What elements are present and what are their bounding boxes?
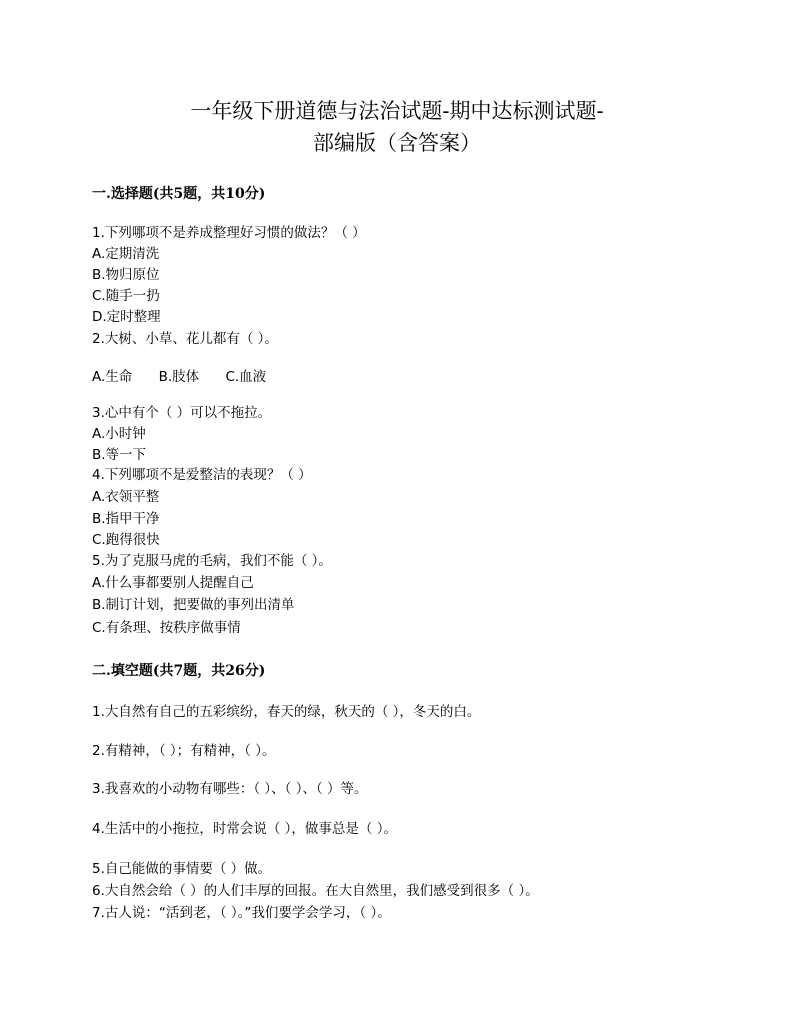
fill-question-2: 2.有精神，（ ）；有精神，（ ）。 [92,743,276,759]
question-4-option-c: C.跑得很快 [92,532,160,548]
fill-question-3: 3.我喜欢的小动物有哪些：（ ）、（ ）、（ ）等。 [92,781,368,797]
question-4-option-a: A.衣领平整 [92,489,160,505]
question-5-option-c: C.有条理、按秩序做事情 [92,620,241,636]
question-1-option-a: A.定期清洗 [92,246,160,262]
question-2-option-a: A.生命 [92,369,133,385]
question-5-option-a: A.什么事都要别人提醒自己 [92,575,254,591]
question-3-stem: 3.心中有个（ ）可以不拖拉。 [92,405,272,421]
question-1-option-c: C.随手一扔 [92,288,160,304]
page-title-line2: 部编版（含答案） [313,131,481,155]
section-heading-choice: 一.选择题(共5题，共10分) [92,186,266,202]
question-2-option-c: C.血液 [225,369,267,385]
section-heading-fill: 二.填空题(共7题，共26分) [92,663,266,679]
question-2-stem: 2.大树、小草、花儿都有（ ）。 [92,331,278,347]
page-title-line1: 一年级下册道德与法治试题-期中达标测试题- [190,99,604,123]
fill-question-6: 6.大自然会给（ ）的人们丰厚的回报。在大自然里，我们感受到很多（ ）。 [92,883,539,899]
question-1-stem: 1.下列哪项不是养成整理好习惯的做法？（ ） [92,225,366,241]
question-3-option-b: B.等一下 [92,447,147,463]
fill-question-4: 4.生活中的小拖拉，时常会说（ ），做事总是（ ）。 [92,821,397,837]
question-5-option-b: B.制订计划，把要做的事列出清单 [92,597,295,613]
fill-question-7: 7.古人说：“活到老，（ ）。”我们要学会学习，（ ）。 [92,905,391,921]
fill-question-1: 1.大自然有自己的五彩缤纷，春天的绿，秋天的（ ），冬天的白。 [92,704,481,720]
question-1-option-b: B.物归原位 [92,267,160,283]
fill-question-5: 5.自己能做的事情要（ ）做。 [92,861,272,877]
question-4-option-b: B.指甲干净 [92,511,160,527]
question-2-option-b: B.肢体 [158,369,200,385]
question-4-stem: 4.下列哪项不是爱整洁的表现？（ ） [92,467,312,483]
question-5-stem: 5.为了克服马虎的毛病，我们不能（ ）。 [92,553,332,569]
question-1-option-d: D.定时整理 [92,309,161,325]
question-2-options [92,368,288,386]
question-3-option-a: A.小时钟 [92,426,146,442]
